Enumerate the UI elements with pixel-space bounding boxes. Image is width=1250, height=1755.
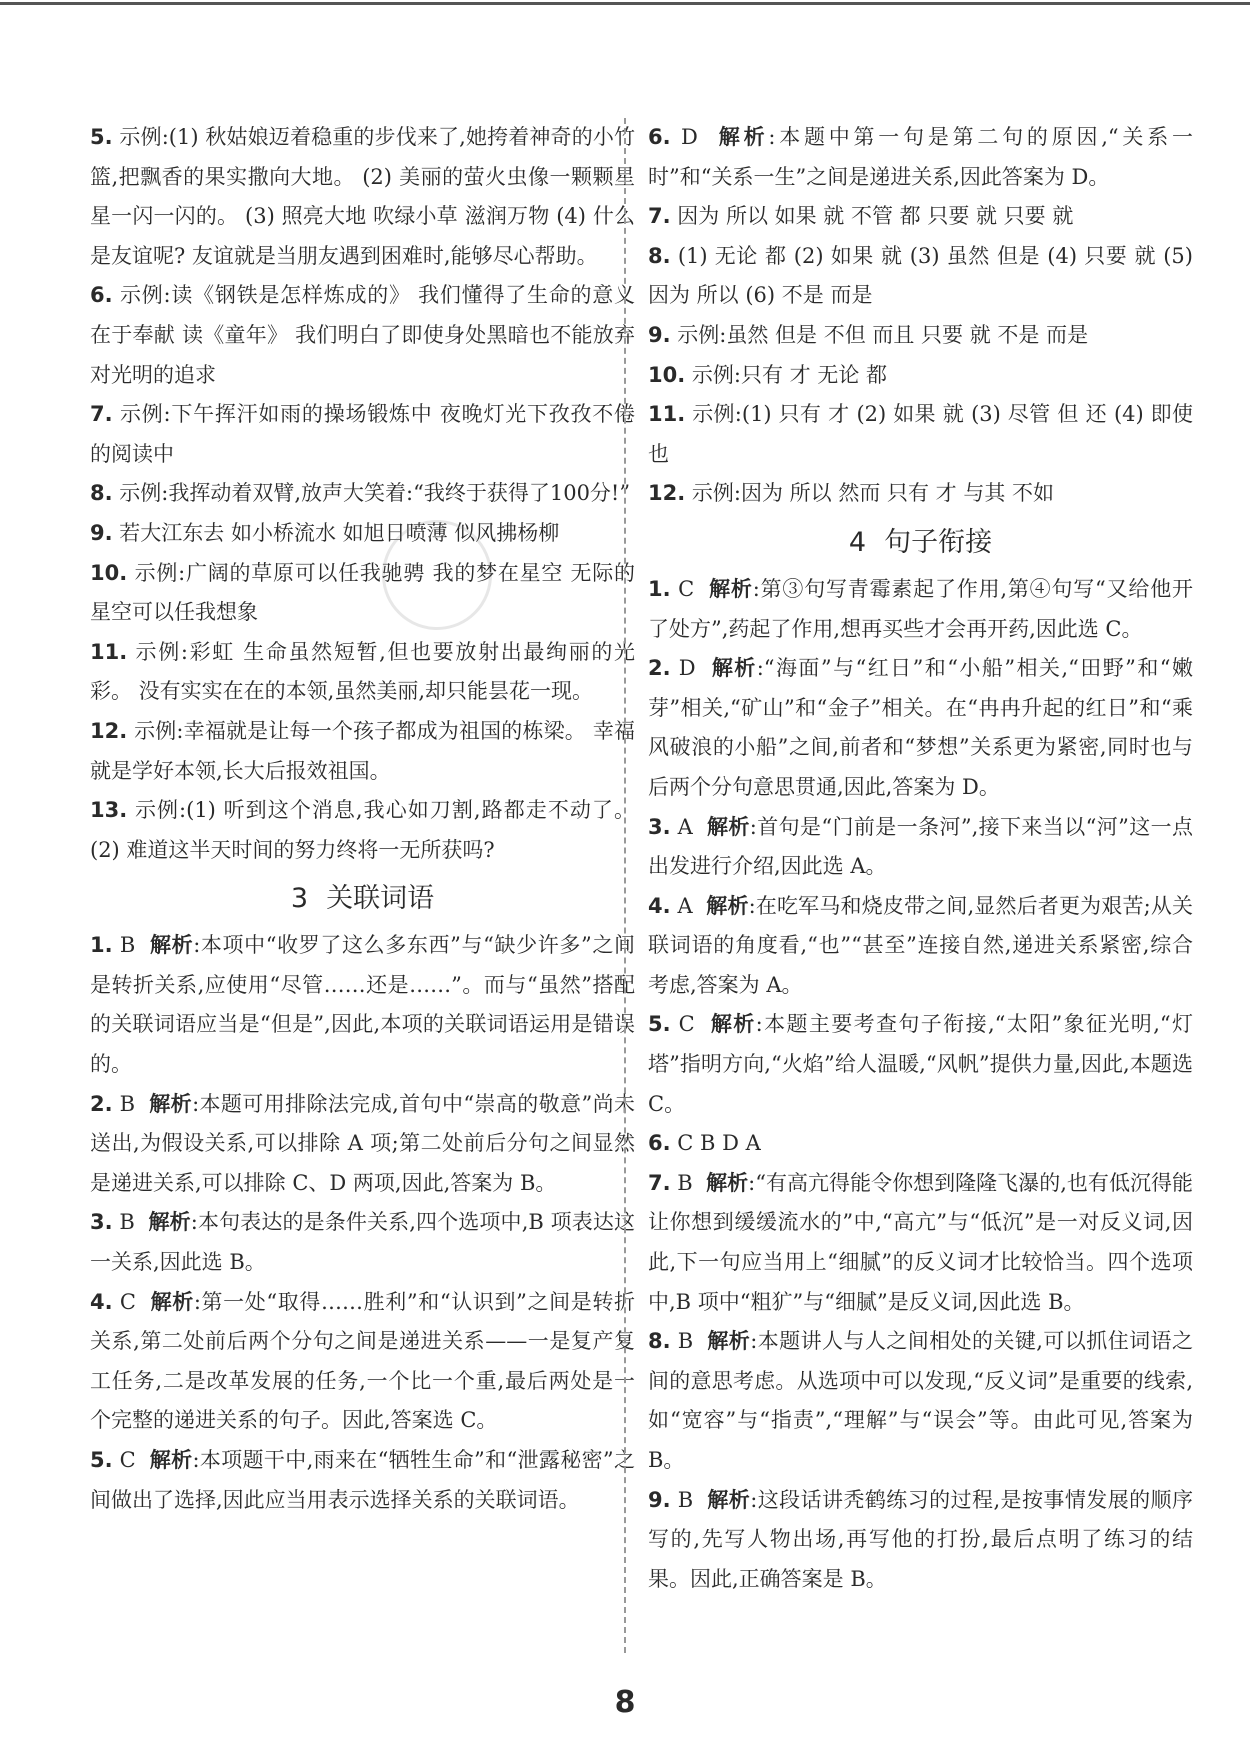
analysis-label: 解析 — [718, 125, 769, 149]
item-number: 9. — [648, 322, 671, 347]
analysis-label: 解析 — [706, 893, 749, 918]
item-text: 示例:(1) 听到这个消息,我心如刀割,路都走不动了。 (2) 难道这半天时间的努力终将一无所获吗? — [90, 798, 635, 862]
analysis-label: 解析 — [149, 933, 194, 958]
item-text: :本题可用排除法完成,首句中“崇高的敬意”尚未送出,为假设关系,可以排除 A 项;第二处前后分句之间显然是递进关系,可以排除 C、D 两项,因此,答案为 B。 — [90, 1091, 635, 1195]
item-answer: B — [677, 1329, 694, 1354]
answer-item — [648, 197, 1193, 237]
section-heading-4 — [648, 520, 1193, 566]
answer-item — [90, 514, 635, 554]
answer-item — [648, 808, 1193, 887]
answer-item — [648, 356, 1193, 396]
item-text: 若大江东去 如小桥流水 如旭日喷薄 似风拂杨柳 — [119, 520, 560, 545]
item-text: 示例:广阔的草原可以任我驰骋 我的梦在星空 无际的星空可以任我想象 — [90, 560, 635, 625]
analysis-label: 解析 — [706, 1170, 749, 1195]
item-text: :首句是“门前是一条河”,接下来当以“河”这一点出发进行介绍,因此选 A。 — [648, 814, 1194, 879]
item-answer: B — [677, 1170, 693, 1195]
answer-item — [90, 1203, 635, 1282]
analysis-label: 解析 — [149, 1091, 193, 1116]
answer-item — [648, 237, 1193, 316]
item-number: 3. — [90, 1210, 113, 1235]
answer-item — [90, 1283, 635, 1441]
answer-item — [648, 1164, 1193, 1322]
item-number: 9. — [90, 520, 113, 545]
answer-item — [648, 649, 1193, 807]
section-number: 3 — [290, 883, 309, 915]
item-number: 11. — [90, 639, 128, 664]
item-answer: B — [119, 1091, 136, 1116]
item-text: :本项题干中,雨来在“牺牲生命”和“泄露秘密”之间做出了选择,因此应当用表示选择关系的关联词语。 — [90, 1448, 635, 1512]
section-title: 句子衔接 — [884, 526, 993, 558]
item-answer: B — [677, 1487, 694, 1512]
answer-item — [90, 1085, 635, 1204]
item-number: 13. — [90, 798, 128, 823]
item-number: 7. — [90, 402, 113, 427]
answer-item — [90, 118, 635, 276]
analysis-label: 解析 — [707, 1329, 751, 1354]
item-text: :本题主要考查句子衔接,“太阳”象征光明,“灯塔”指明方向,“火焰”给人温暖,“风帆”提供力量,因此,本题选 C。 — [648, 1012, 1193, 1116]
answer-item — [648, 1005, 1193, 1124]
analysis-label: 解析 — [710, 1012, 756, 1037]
item-text: 示例:(1) 秋姑娘迈着稳重的步伐来了,她挎着神奇的小竹篮,把飘香的果实撒向大地。 (2) 美丽的萤火虫像一颗颗星星一闪一闪的。 (3) 照亮大地 吹绿小草 滋润万物 (4) 什么是友谊呢? 友谊就是当朋友遇到困难时,能够尽心帮助。 — [90, 125, 635, 268]
item-text: :本项中“收罗了这么多东西”与“缺少许多”之间是转折关系,应使用“尽管……还是……”。而与“虽然”搭配的关联词语应当是“但是”,因此,本项的关联词语运用是错误的。 — [90, 933, 635, 1077]
item-answer: C — [119, 1289, 136, 1314]
answer-item — [90, 633, 635, 712]
item-number: 11. — [648, 402, 686, 427]
answer-item — [90, 791, 635, 870]
answer-item — [648, 1322, 1193, 1480]
item-number: 8. — [648, 1329, 671, 1354]
item-number: 5. — [90, 125, 113, 149]
item-number: 4. — [90, 1289, 113, 1314]
answer-item — [90, 474, 635, 514]
item-number: 4. — [648, 893, 671, 918]
top-border-rule — [0, 2, 1250, 5]
item-number: 3. — [648, 814, 671, 839]
left-column — [90, 118, 635, 1520]
item-text: :本题讲人与人之间相处的关键,可以抓住词语之间的意思考虑。从选项中可以发现,“反义词”是重要的线索,如“宽容”与“指责”,“理解”与“误会”等。由此可见,答案为 B。 — [648, 1329, 1193, 1472]
item-number: 6. — [90, 283, 113, 308]
item-number: 5. — [90, 1448, 113, 1472]
item-text: 示例:幸福就是让每一个孩子都成为祖国的栋梁。 幸福就是学好本领,长大后报效祖国。 — [90, 718, 635, 783]
item-text: 示例:下午挥汗如雨的操场锻炼中 夜晚灯光下孜孜不倦的阅读中 — [90, 402, 635, 466]
analysis-label: 解析 — [149, 1448, 193, 1472]
item-text: 示例:因为 所以 然而 只有 才 与其 不如 — [691, 481, 1055, 506]
item-text: 示例:(1) 只有 才 (2) 如果 就 (3) 尽管 但 还 (4) 即使 也 — [648, 402, 1193, 466]
item-text: 示例:虽然 但是 不但 而且 只要 就 不是 而是 — [677, 322, 1089, 347]
answer-item — [90, 926, 635, 1084]
item-number: 7. — [648, 1170, 671, 1195]
item-number: 10. — [648, 362, 686, 387]
item-answer: A — [677, 893, 693, 918]
section-heading-3 — [90, 876, 635, 922]
analysis-label: 解析 — [150, 1289, 194, 1314]
answer-item — [648, 1124, 1193, 1164]
item-text: :第一处“取得……胜利”和“认识到”之间是转折关系,第二处前后两个分句之间是递进关系——一是复产复工任务,二是改革发展的任务,一个比一个重,最后两处是一个完整的递进关系的句子。因此,答案选 C。 — [90, 1289, 635, 1433]
item-answer: C — [678, 576, 695, 601]
item-text: :“海面”与“红日”和“小船”相关,“田野”和“嫩芽”相关,“矿山”和“金子”相关。在“冉冉升起的红日”和“乘风破浪的小船”之间,前者和“梦想”关系更为紧密,同时也与后两个分句意思贯通,因此,答案为 D。 — [648, 656, 1193, 799]
item-answer: D — [678, 656, 696, 681]
analysis-label: 解析 — [707, 1487, 751, 1512]
item-number: 6. — [648, 1131, 671, 1156]
answer-item — [648, 887, 1193, 1006]
item-number: 8. — [90, 481, 113, 506]
item-number: 10. — [90, 560, 128, 585]
section-number: 4 — [848, 526, 867, 558]
item-number: 5. — [648, 1012, 671, 1037]
item-answer: C — [678, 1012, 695, 1037]
item-answer: C — [119, 1448, 136, 1472]
item-text: :在吃军马和烧皮带之间,显然后者更为艰苦;从关联词语的角度看,“也”“甚至”连接自然,递进关系紧密,综合考虑,答案为 A。 — [648, 893, 1194, 997]
analysis-label: 解析 — [706, 814, 750, 839]
answer-item — [648, 118, 1193, 197]
item-number: 6. — [648, 125, 671, 149]
item-number: 7. — [648, 204, 671, 229]
item-answer: B — [119, 933, 136, 958]
section-title: 关联词语 — [326, 883, 435, 915]
item-number: 2. — [90, 1091, 113, 1116]
item-text: :本题中第一句是第二句的原因,“关系一时”和“关系一生”之间是递进关系,因此答案为 D。 — [648, 125, 1193, 189]
item-text: 示例:读《钢铁是怎样炼成的》 我们懂得了生命的意义在于奉献 读《童年》 我们明白了即使身处黑暗也不能放弃对光明的追求 — [90, 283, 635, 387]
item-answer: A — [677, 814, 693, 839]
answer-item — [90, 712, 635, 791]
analysis-label: 解析 — [711, 656, 757, 681]
item-number: 9. — [648, 1487, 671, 1512]
item-answer: B — [119, 1210, 135, 1235]
item-number: 8. — [648, 243, 671, 268]
item-number: 2. — [648, 656, 671, 681]
answer-item — [648, 474, 1193, 514]
right-column — [648, 118, 1193, 1599]
item-text: :第③句写青霉素起了作用,第④句写“又给他开了处方”,药起了作用,想再买些才会再开药,因此选 C。 — [648, 576, 1193, 641]
item-answer: C B D A — [677, 1131, 761, 1156]
item-text: :本句表达的是条件关系,四个选项中,B 项表达这一关系,因此选 B。 — [90, 1210, 635, 1275]
answer-item — [90, 395, 635, 474]
answer-item — [90, 276, 635, 395]
item-text: 示例:彩虹 生命虽然短暂,但也要放射出最绚丽的光彩。 没有实实在在的本领,虽然美丽,却只能昙花一现。 — [90, 639, 635, 704]
analysis-label: 解析 — [709, 576, 753, 601]
item-number: 1. — [648, 576, 671, 601]
item-text: :“有高亢得能令你想到隆隆飞瀑的,也有低沉得能让你想到缓缓流水的”中,“高亢”与“低沉”是一对反义词,因此,下一句应当用上“细腻”的反义词才比较恰当。四个选项中,B 项中“粗犷”与“细腻”是反义词,因此选 B。 — [648, 1170, 1193, 1314]
item-text: 示例:我挥动着双臂,放声大笑着:“我终于获得了100分!” — [119, 481, 631, 506]
item-answer: D — [681, 125, 698, 149]
column-divider — [624, 118, 626, 1653]
item-number: 12. — [90, 718, 128, 743]
answer-item — [90, 1441, 635, 1520]
answer-item — [90, 554, 635, 633]
analysis-label: 解析 — [148, 1210, 191, 1235]
page-number: 8 — [614, 1685, 636, 1720]
item-number: 12. — [648, 481, 686, 506]
answer-item — [648, 1481, 1193, 1600]
item-text: :这段话讲秃鹤练习的过程,是按事情发展的顺序写的,先写人物出场,再写他的打扮,最后点明了练习的结果。因此,正确答案是 B。 — [648, 1487, 1193, 1591]
item-text: 示例:只有 才 无论 都 — [691, 362, 887, 387]
answer-item — [648, 395, 1193, 474]
item-number: 1. — [90, 933, 113, 958]
answer-item — [648, 316, 1193, 356]
item-text: 因为 所以 如果 就 不管 都 只要 就 只要 就 — [677, 204, 1074, 229]
item-text: (1) 无论 都 (2) 如果 就 (3) 虽然 但是 (4) 只要 就 (5) 因为 所以 (6) 不是 而是 — [648, 243, 1193, 308]
answer-item — [648, 570, 1193, 649]
